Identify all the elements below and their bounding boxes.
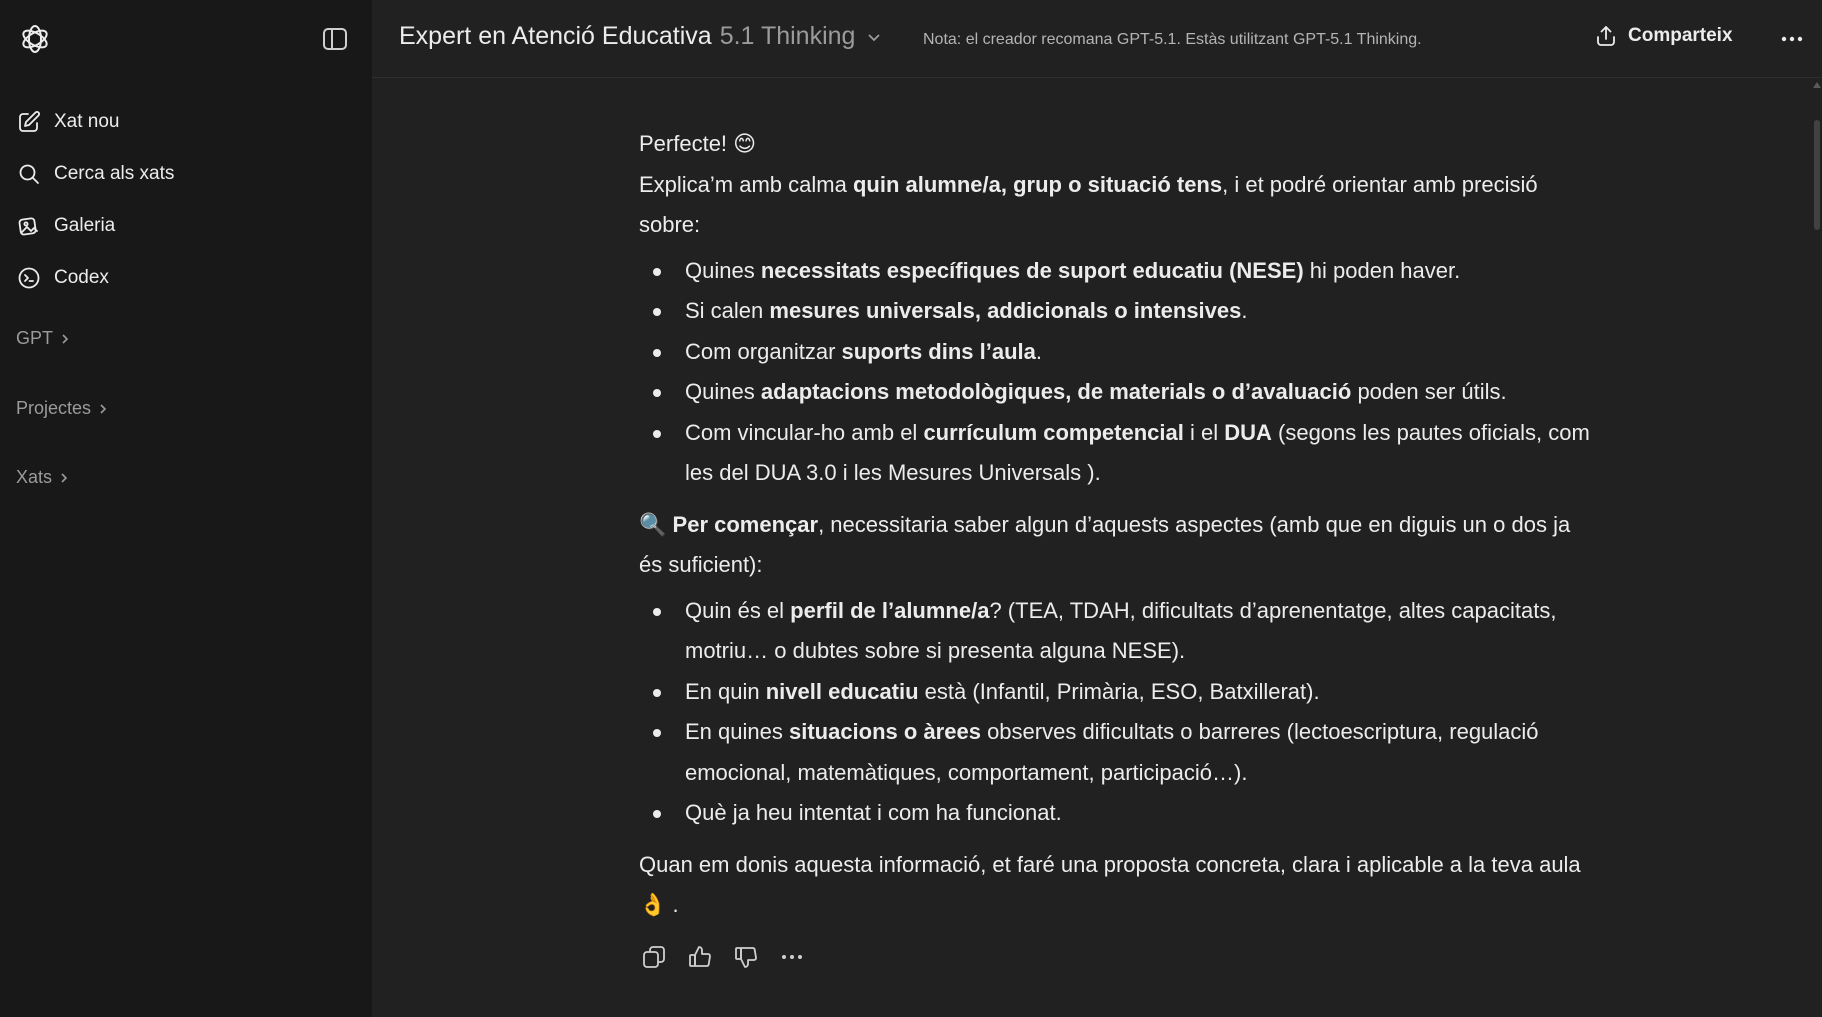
- model-note: Nota: el creador recomana GPT-5.1. Estàs utilitzant GPT-5.1 Thinking.: [923, 31, 1422, 48]
- list-item: Quines necessitats específiques de suport educatiu (NESE) hi poden haver.: [639, 251, 1599, 292]
- copy-button[interactable]: [641, 944, 667, 970]
- sidebar-section-chats[interactable]: [16, 467, 70, 488]
- sidebar-item-label: Codex: [54, 267, 109, 288]
- model-selector[interactable]: [399, 22, 883, 51]
- sidebar-item-label: Cerca als xats: [54, 163, 175, 184]
- sidebar-item-gallery[interactable]: [16, 200, 356, 252]
- sidebar: [0, 0, 372, 1017]
- sidebar-section-gpt[interactable]: [16, 328, 71, 349]
- share-button[interactable]: [1594, 24, 1733, 48]
- sidebar-item-new-chat[interactable]: [16, 96, 356, 148]
- scroll-up-arrow[interactable]: [1813, 82, 1821, 88]
- sidebar-item-label: Xat nou: [54, 111, 120, 132]
- section-label: Xats: [16, 467, 53, 487]
- more-actions-button[interactable]: [779, 944, 805, 970]
- sidebar-item-label: Galeria: [54, 215, 116, 236]
- openai-logo-icon[interactable]: [18, 22, 52, 56]
- magnifier-emoji: 🔍: [639, 511, 667, 537]
- codex-icon: [17, 266, 41, 290]
- message-actions: [641, 944, 805, 970]
- share-label: Comparteix: [1628, 25, 1733, 46]
- gallery-icon: [17, 214, 41, 238]
- list-item: En quines situacions o àrees observes dificultats o barreres (lectoescriptura, regulació emocional, matemàtiques, comportament, participació…).: [639, 712, 1599, 793]
- scrollbar-thumb[interactable]: [1814, 120, 1820, 230]
- smile-emoji: 😊: [733, 131, 757, 156]
- sidebar-nav: [16, 96, 356, 304]
- list-item: En quin nivell educatiu està (Infantil, Primària, ESO, Batxillerat).: [639, 672, 1599, 713]
- message-closing: Quan em donis aquesta informació, et faré una proposta concreta, clara i aplicable a la teva aula 👌 .: [639, 845, 1599, 926]
- sidebar-toggle-icon[interactable]: [322, 26, 348, 52]
- thumbs-up-icon: [687, 944, 713, 970]
- list-item: Quin és el perfil de l’alumne/a? (TEA, TDAH, dificultats d’aprenentatge, altes capacitats, motriu… o dubtes sobre si presenta alguna NESE).: [639, 591, 1599, 672]
- ok-hand-emoji: 👌: [639, 892, 667, 917]
- list-item: Com vincular-ho amb el currículum competencial i el DUA (segons les pautes oficials, com les del DUA 3.0 i les Mesures Universals ).: [639, 413, 1599, 494]
- model-variant: 5.1 Thinking: [719, 22, 856, 50]
- list-item: Com organitzar suports dins l’aula.: [639, 332, 1599, 373]
- chevron-down-icon: [865, 28, 883, 46]
- top-bar: [372, 0, 1822, 78]
- more-icon: [779, 944, 805, 970]
- section-label: Projectes: [16, 398, 92, 418]
- sidebar-item-search[interactable]: [16, 148, 356, 200]
- needs-list: [639, 251, 1599, 494]
- gpt-name: Expert en Atenció Educativa: [399, 22, 712, 50]
- thumbs-up-button[interactable]: [687, 944, 713, 970]
- list-item: Quines adaptacions metodològiques, de materials o d’avaluació poden ser útils.: [639, 372, 1599, 413]
- message-intro: Explica’m amb calma quin alumne/a, grup o situació tens, i et podré orientar amb precisió sobre:: [639, 171, 1538, 237]
- list-item: Què ja heu intentat i com ha funcionat.: [639, 793, 1599, 834]
- chevron-right-icon: [58, 472, 70, 484]
- thumbs-down-button[interactable]: [733, 944, 759, 970]
- chevron-right-icon: [59, 333, 71, 345]
- list-item: Si calen mesures universals, addicionals o intensives.: [639, 291, 1599, 332]
- questions-list: [639, 591, 1599, 834]
- message-start: 🔍 Per començar, necessitaria saber algun d’aquests aspectes (amb que en diguis un o dos ja és suficient):: [639, 505, 1599, 586]
- sidebar-section-projects[interactable]: [16, 398, 109, 419]
- more-options-icon[interactable]: [1778, 26, 1806, 52]
- new-chat-icon: [17, 110, 41, 134]
- chat-main: [372, 0, 1822, 1017]
- scrollbar[interactable]: [1812, 82, 1822, 232]
- section-label: GPT: [16, 328, 54, 348]
- share-icon: [1594, 24, 1618, 48]
- search-icon: [17, 162, 41, 186]
- thumbs-down-icon: [733, 944, 759, 970]
- copy-icon: [641, 944, 667, 970]
- assistant-message: [639, 124, 1599, 926]
- message-greeting: Perfecte! 😊: [639, 124, 1599, 165]
- sidebar-item-codex[interactable]: [16, 252, 356, 304]
- chevron-right-icon: [97, 403, 109, 415]
